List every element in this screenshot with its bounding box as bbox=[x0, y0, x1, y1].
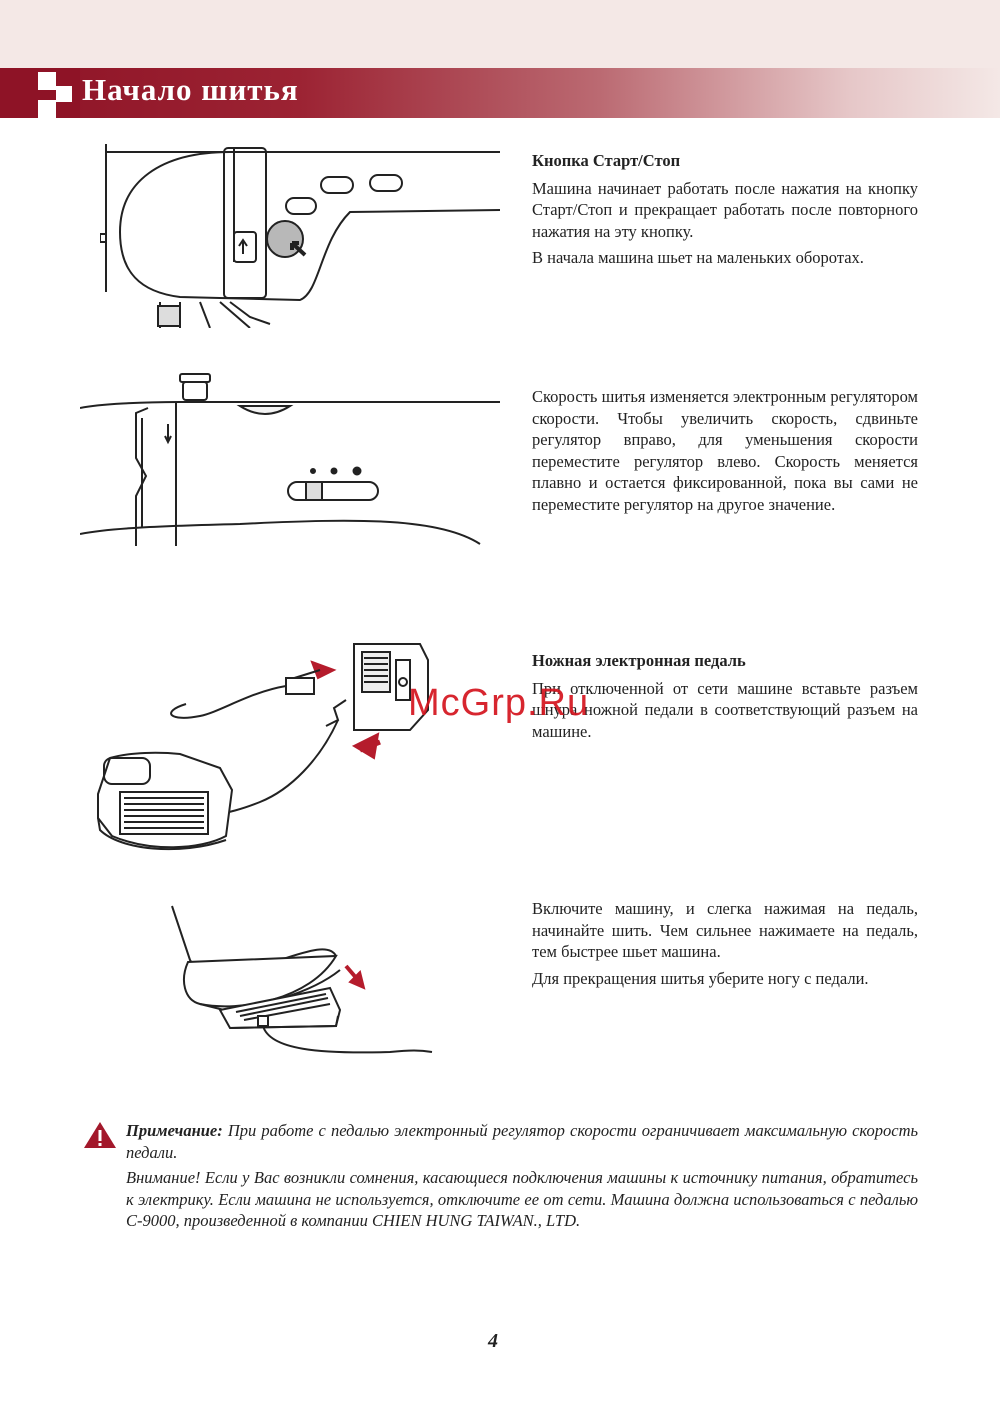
section-paragraph: Включите машину, и слегка нажимая на педаль, начинайте шить. Чем сильнее нажимаете на педаль, тем быстрее шьет машина. bbox=[532, 899, 918, 961]
section-paragraph: В начала машина шьет на маленьких оборотах. bbox=[532, 248, 864, 267]
page-number: 4 bbox=[488, 1330, 498, 1352]
start-stop-section bbox=[532, 150, 918, 274]
warning-icon bbox=[82, 1120, 118, 1150]
section-paragraph: Скорость шитья изменяется электронным регулятором скорости. Чтобы увеличить скорость, сдвиньте регулятор вправо, для уменьшения скорости переместите регулятор влево. Скорость меняется плавно и остается фиксированной, пока вы сами не переместите регулятор на другое значение. bbox=[532, 387, 918, 514]
section-heading: Кнопка Старт/Стоп bbox=[532, 151, 681, 170]
foot-pedal-connection-illustration bbox=[90, 640, 510, 880]
note-text: При работе с педалью электронный регулятор скорости ограничивает максимальную скорость педали. bbox=[126, 1121, 918, 1162]
note-label: Примечание: bbox=[126, 1121, 223, 1140]
header-squares-decoration bbox=[0, 68, 80, 118]
start-stop-button-illustration bbox=[100, 142, 502, 328]
note-paragraph bbox=[126, 1120, 918, 1163]
section-heading: Ножная электронная педаль bbox=[532, 651, 746, 670]
section-paragraph: Для прекращения шитья уберите ногу с педали. bbox=[532, 968, 869, 988]
speed-control-section bbox=[532, 386, 918, 520]
note-block bbox=[82, 1120, 918, 1236]
pedal-usage-section bbox=[532, 898, 918, 994]
foot-on-pedal-illustration bbox=[160, 900, 442, 1060]
section-paragraph: Машина начинает работать после нажатия на кнопку Старт/Стоп и прекращает работать после повторного нажатия на эту кнопку. bbox=[532, 178, 918, 241]
page-title: Начало шитья bbox=[82, 72, 299, 107]
speed-slider-illustration bbox=[80, 368, 502, 548]
section-paragraph: При отключенной от сети машине вставьте разъем шнура ножной педали в соответствующий разъем на машине. bbox=[532, 678, 918, 741]
header-band bbox=[0, 0, 1000, 68]
watermark: McGrp.Ru bbox=[408, 682, 590, 724]
warning-paragraph: Внимание! Если у Вас возникли сомнения, касающиеся подключения машины к источнику питания, обратитесь к электрику. Если машина не используется, отключите ее от сети. Машина должна использоваться с педалью С-9000, произведенной в компании CHIEN HUNG TAIWAN., LTD. bbox=[126, 1168, 918, 1230]
foot-pedal-section bbox=[532, 650, 918, 747]
